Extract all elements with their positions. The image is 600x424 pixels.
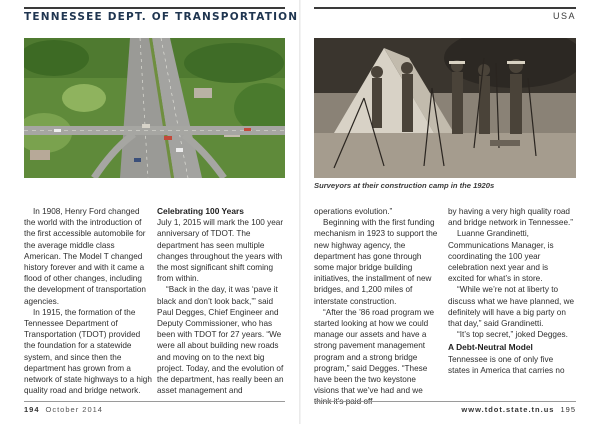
issue-date: October 2014 <box>45 405 103 414</box>
section-heading: A Debt-Neutral Model <box>448 342 533 353</box>
surveyors-image <box>314 38 576 178</box>
folio-right <box>461 405 576 414</box>
footer-rule-right <box>314 401 576 402</box>
page-gutter <box>299 0 301 424</box>
paragraph: In 1908, Henry Ford changed the world with the introduction of the first accessible automobile for the average middle class American. The Model T changed history forever and with it came a flood of other changes, including the development of transportation agencies. <box>24 207 146 306</box>
page-number-left: 194 <box>24 405 40 414</box>
highway-aerial-image <box>24 38 285 178</box>
paragraph: operations evolution.” <box>314 207 393 216</box>
folio-left <box>24 405 103 414</box>
column-1 <box>24 206 152 396</box>
section-title: TENNESSEE DEPT. OF TRANSPORTATION <box>24 11 299 23</box>
section-heading: Celebrating 100 Years <box>157 206 244 216</box>
page-number-right: 195 <box>560 405 576 414</box>
highway-aerial-photo <box>24 38 285 178</box>
website-url: www.tdot.state.tn.us <box>461 405 555 414</box>
paragraph: “While we’re not at liberty to discuss what we have planned, we definitely will have a big party on that day,” said Grandinetti. <box>448 285 575 329</box>
paragraph: Luanne Grandinetti, Communications Manager, is coordinating the 100 year celebration next year and is excited for what’s in store. <box>448 229 554 284</box>
paragraph: Beginning with the first funding mechanism in 1923 to support the new highway agency, the department has gone through some major bridge building initiatives, the installment of new bridges, and 1,200 miles of interstate construction. <box>314 218 438 306</box>
photo-caption: Surveyors at their construction camp in the 1920s <box>314 181 495 190</box>
column-3 <box>314 206 442 408</box>
paragraph: “It’s top secret,” joked Degges. <box>457 330 568 340</box>
surveyors-photo <box>314 38 576 178</box>
paragraph: “Back in the day, it was ‘pave it black and don’t look back,’” said Paul Degges, Chief Engineer and Deputy Commissioner, who has been with TDOT for 27 years. “We were all about building new roads and moving on to the next big project. Today, and the evolution of the department, has really been an asset management and <box>157 285 284 396</box>
paragraph: Tennessee is one of only five states in America that carries no <box>448 354 565 375</box>
column-2 <box>157 206 285 396</box>
footer-rule-left <box>24 401 285 402</box>
paragraph: July 1, 2015 will mark the 100 year anniversary of TDOT. The department has seen multiple changes throughout the years with the most significant shift coming from within. <box>157 218 284 284</box>
header-rule-right <box>314 7 576 9</box>
header-rule-left <box>24 7 285 9</box>
paragraph: In 1915, the formation of the Tennessee Department of Transportation (TDOT) provided the foundation for a statewide system, and since then the department has grown from a network of state highways to a high quality road and bridge network. <box>24 307 152 396</box>
section-country: USA <box>552 11 576 21</box>
paragraph: “After the ’86 road program we started looking at how we could manage our assets and have a strong pavement management program and a strong bridge program,” said Degges. “These have been the two keystone visions that we’ve had and we <box>314 307 435 396</box>
paragraph: by having a very high quality road and bridge network in Tennessee.” <box>448 207 574 228</box>
column-4 <box>448 206 576 376</box>
